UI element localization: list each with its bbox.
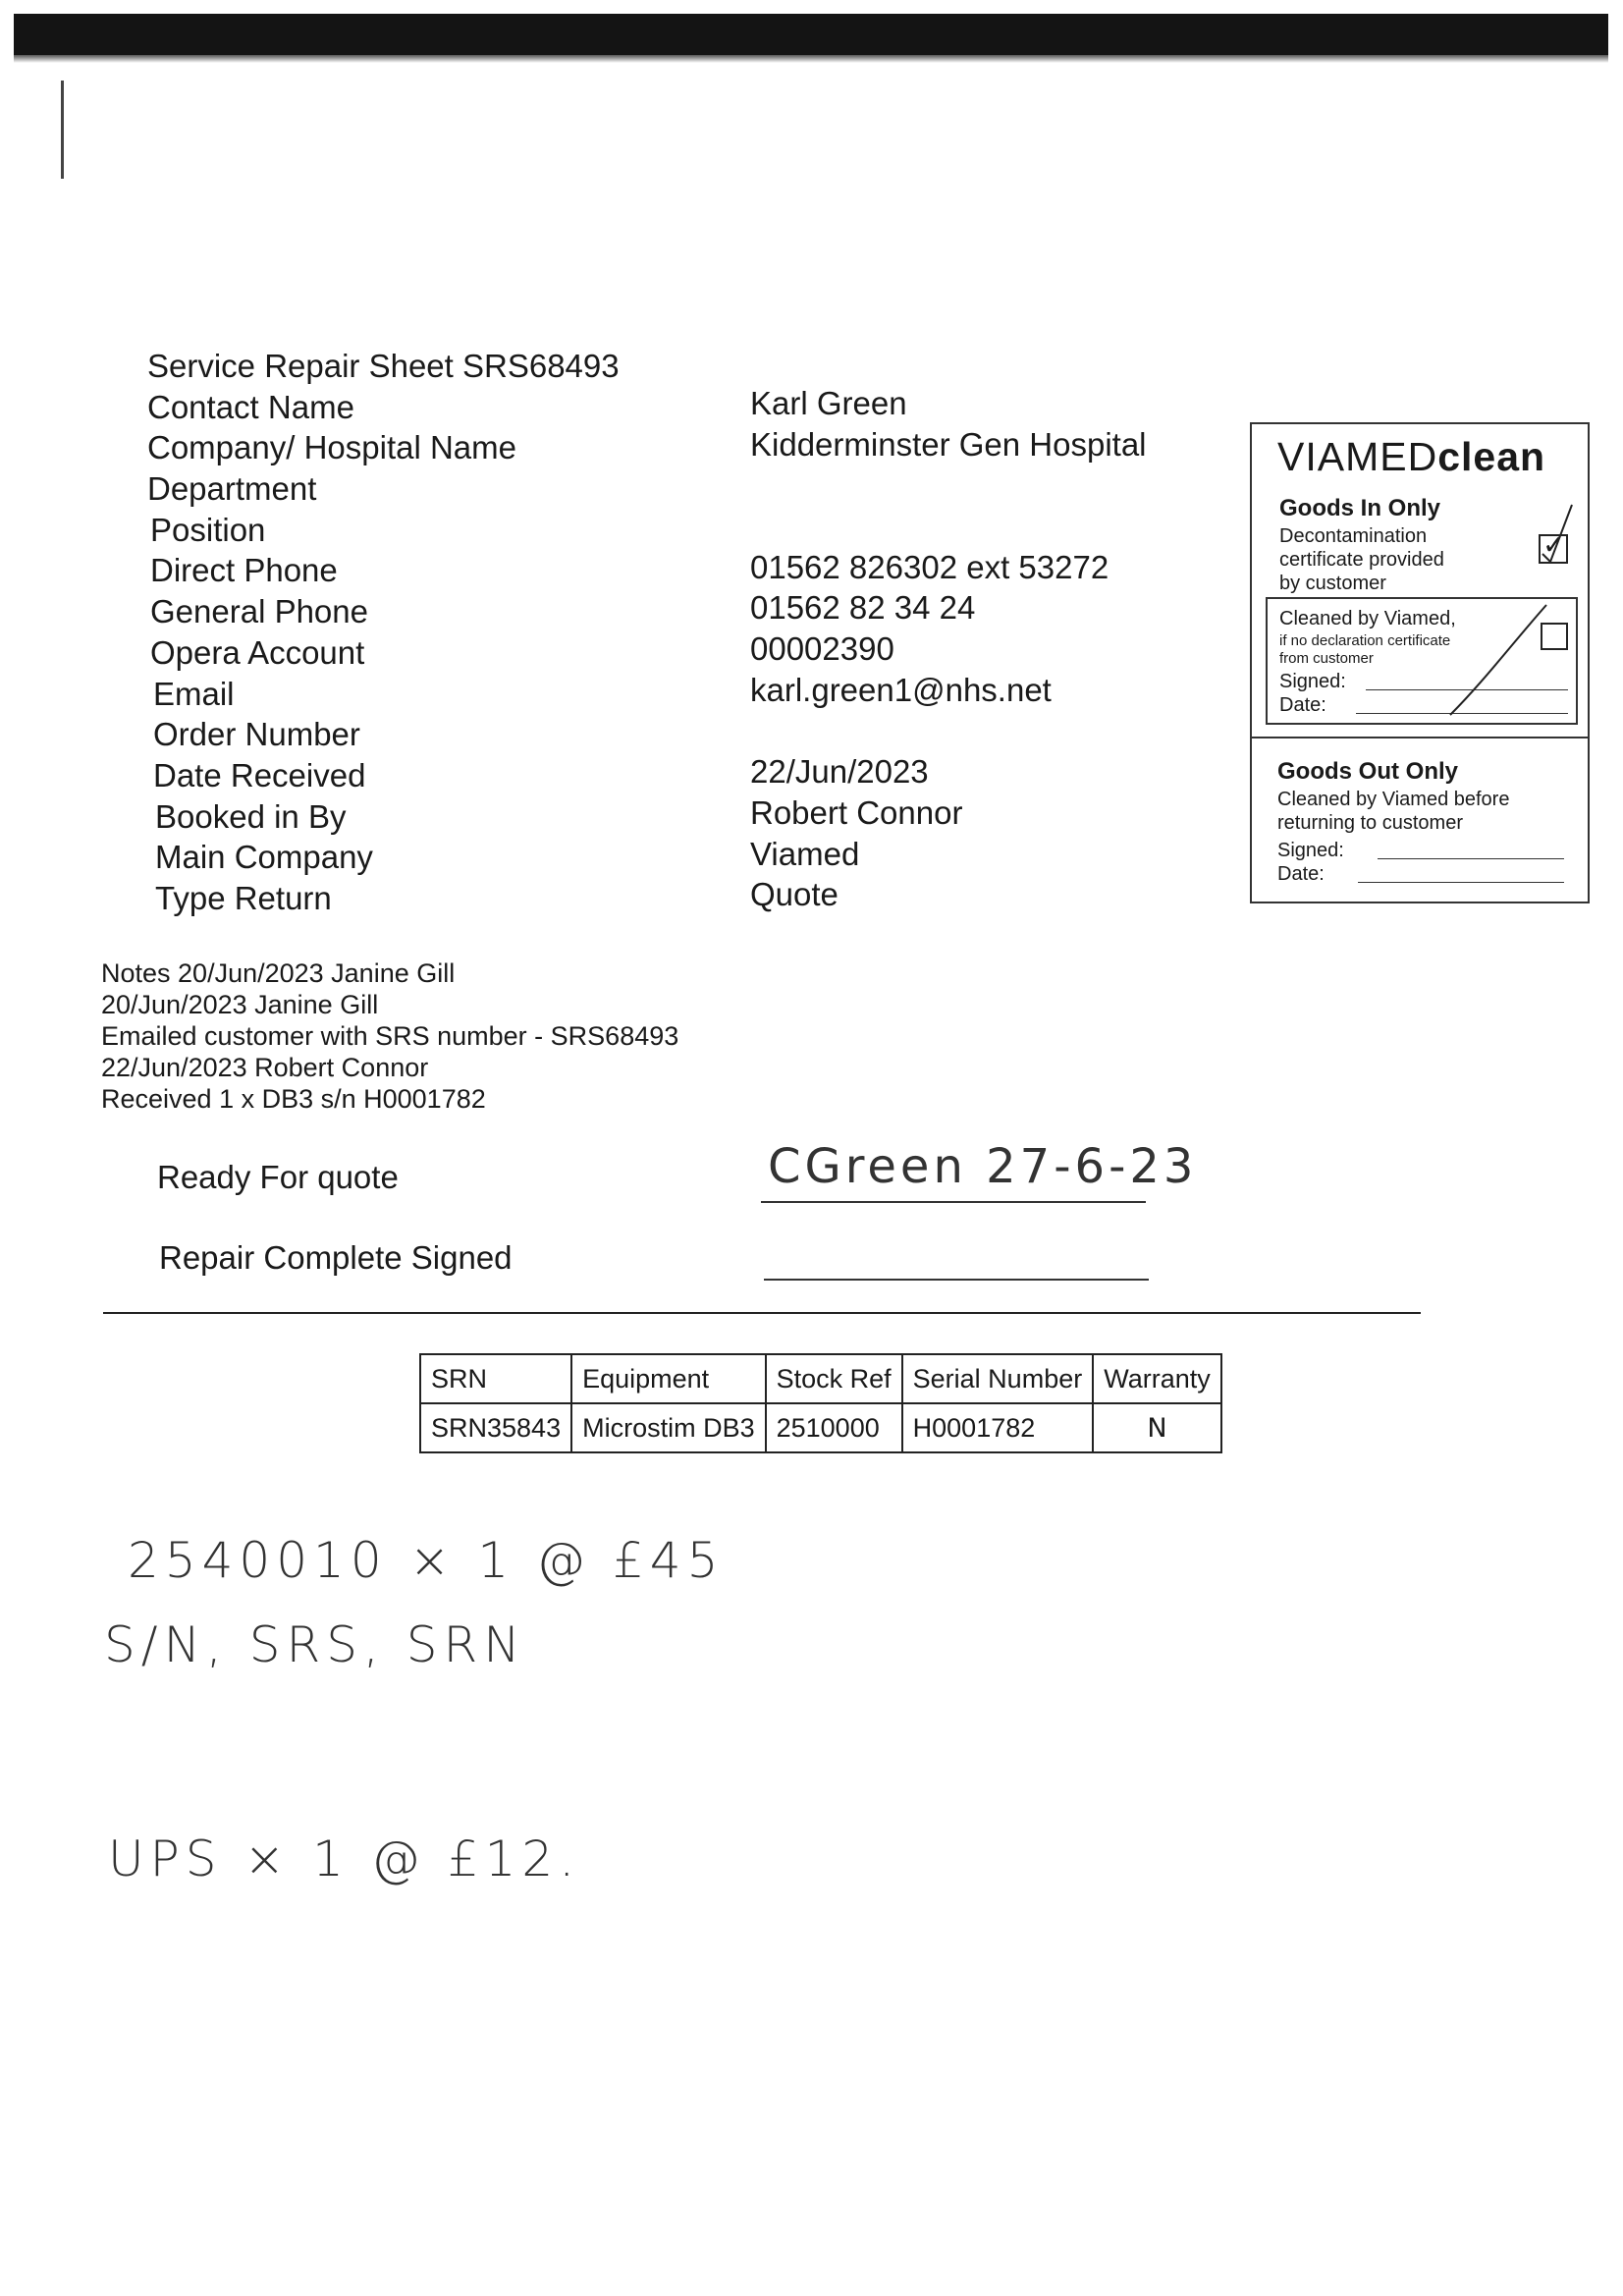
signed-label: Signed:	[1279, 671, 1346, 692]
section-rule	[103, 1312, 1421, 1314]
order-number-value	[750, 711, 1300, 752]
opera-account-value: 00002390	[750, 630, 894, 668]
scan-edge-mark	[61, 81, 64, 179]
field-label: Contact Name	[147, 388, 354, 425]
goods-out-line: returning to customer	[1277, 812, 1463, 834]
cell-warranty: N	[1093, 1403, 1221, 1452]
cleaned-line: Cleaned by Viamed,	[1279, 608, 1456, 629]
direct-phone-value: 01562 826302 ext 53272	[750, 548, 1109, 585]
field-label: Opera Account	[150, 633, 365, 671]
note-line: Received 1 x DB3 s/n H0001782	[101, 1084, 486, 1114]
field-label: Company/ Hospital Name	[147, 429, 516, 466]
handwritten-note: UPS × 1 @ £12.	[108, 1831, 581, 1887]
field-label: Booked in By	[155, 797, 347, 835]
type-return-value: Quote	[750, 876, 839, 913]
equipment-table	[419, 1353, 1222, 1453]
department-value	[750, 465, 1300, 506]
date-received-value: 22/Jun/2023	[750, 753, 929, 791]
notes-block	[101, 957, 678, 1115]
ready-for-quote-label: Ready For quote	[157, 1159, 399, 1195]
field-values	[750, 383, 1300, 915]
field-label: General Phone	[150, 593, 368, 630]
header-srn: SRN	[420, 1354, 571, 1403]
handwritten-note: 2540010 × 1 @ £45	[128, 1532, 725, 1589]
field-labels	[147, 346, 736, 919]
position-value	[750, 506, 1300, 547]
sheet-title: Service Repair Sheet SRS68493	[147, 348, 620, 384]
field-label: Main Company	[155, 839, 373, 876]
header-equipment: Equipment	[571, 1354, 766, 1403]
header-stock-ref: Stock Ref	[766, 1354, 902, 1403]
scan-bar-shadow	[14, 55, 1608, 63]
cell-equipment: Microstim DB3	[571, 1403, 766, 1452]
cell-srn: SRN35843	[420, 1403, 571, 1452]
cell-stock-ref: 2510000	[766, 1403, 902, 1452]
cell-serial-number: H0001782	[902, 1403, 1094, 1452]
goods-out-signed-line	[1378, 858, 1564, 859]
field-label: Email	[153, 675, 235, 712]
note-line: Notes 20/Jun/2023 Janine Gill	[101, 958, 456, 988]
field-label: Department	[147, 470, 317, 508]
strike-stroke-icon	[1444, 599, 1562, 721]
goods-out-title: Goods Out Only	[1277, 758, 1458, 785]
header-serial-number: Serial Number	[902, 1354, 1094, 1403]
field-label: Position	[150, 511, 266, 548]
header-warranty: Warranty	[1093, 1354, 1221, 1403]
viamed-clean-stamp	[1250, 422, 1590, 903]
cleaned-by-viamed-box	[1266, 597, 1578, 725]
field-label: Direct Phone	[150, 552, 338, 589]
ready-signature: CGreen 27-6-23	[768, 1139, 1198, 1194]
ready-signature-line	[761, 1201, 1146, 1203]
company-value: Kidderminster Gen Hospital	[750, 425, 1147, 463]
check-stroke-icon	[1537, 503, 1576, 562]
contact-name-value: Karl Green	[750, 385, 907, 421]
main-company-value: Viamed	[750, 835, 860, 872]
scan-top-bar	[14, 14, 1608, 59]
note-line: 22/Jun/2023 Robert Connor	[101, 1053, 429, 1082]
note-line: Emailed customer with SRS number - SRS68493	[101, 1021, 679, 1051]
goods-in-line: by customer	[1279, 573, 1386, 594]
brand-light: VIAMED	[1277, 434, 1438, 479]
goods-in-title: Goods In Only	[1279, 495, 1441, 521]
cleaned-small: if no declaration certificate	[1279, 632, 1451, 649]
note-line: 20/Jun/2023 Janine Gill	[101, 990, 379, 1019]
date-label: Date:	[1279, 694, 1326, 716]
goods-out-signed-label: Signed:	[1277, 840, 1344, 861]
goods-out-date-line	[1358, 882, 1564, 883]
check-mark-icon: ✓	[1542, 529, 1566, 560]
field-label: Date Received	[153, 756, 366, 793]
field-label: Order Number	[153, 716, 360, 753]
goods-divider	[1252, 737, 1588, 738]
field-label: Type Return	[155, 879, 332, 916]
booked-in-by-value: Robert Connor	[750, 793, 963, 831]
cleaned-small: from customer	[1279, 650, 1374, 667]
general-phone-value: 01562 82 34 24	[750, 589, 976, 627]
goods-out-line: Cleaned by Viamed before	[1277, 789, 1510, 810]
handwritten-note: S/N, SRS, SRN	[104, 1616, 526, 1673]
repair-complete-label: Repair Complete Signed	[159, 1239, 513, 1276]
viamed-clean-logo	[1277, 434, 1545, 480]
email-value: karl.green1@nhs.net	[750, 671, 1052, 708]
goods-in-line: certificate provided	[1279, 549, 1444, 571]
brand-bold: clean	[1437, 434, 1546, 479]
table-header-row	[420, 1354, 1221, 1403]
goods-out-date-label: Date:	[1277, 863, 1325, 885]
repair-signature-line	[764, 1279, 1149, 1281]
goods-in-line: Decontamination	[1279, 525, 1428, 547]
table-row	[420, 1403, 1221, 1452]
